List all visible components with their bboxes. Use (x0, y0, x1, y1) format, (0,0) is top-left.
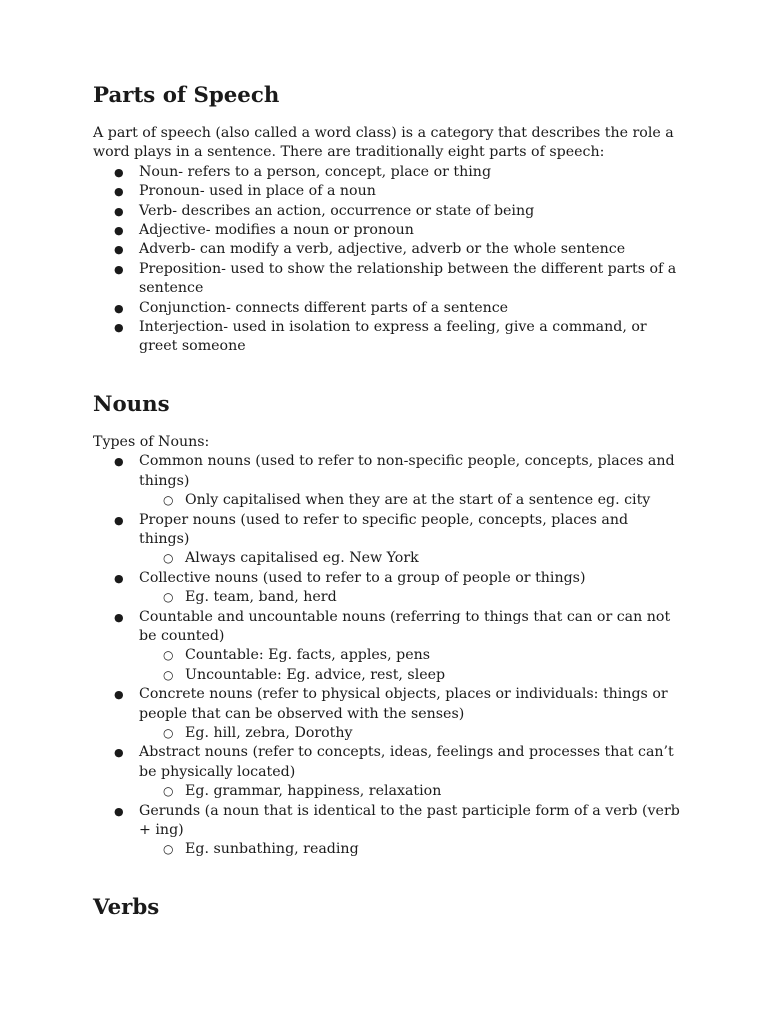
list-item (114, 202, 683, 221)
bullet-icon: ● (114, 746, 124, 760)
bullet-icon: ● (114, 688, 124, 702)
list-item (114, 163, 683, 182)
list-item (114, 608, 683, 686)
hollow-bullet-icon: ○ (163, 784, 174, 799)
sub-list-item-text: Eg. grammar, happiness, relaxation (185, 783, 442, 800)
list-item (114, 802, 683, 860)
hollow-bullet-icon: ○ (163, 590, 174, 605)
nouns-list (93, 452, 683, 860)
list-item (114, 569, 683, 608)
list-item-text: Conjunction- connects different parts of a sentence (139, 299, 509, 316)
list-item-text: Gerunds (a noun that is identical to the past participle form of a verb (verb + ing) (139, 802, 680, 838)
bullet-icon: ● (114, 243, 124, 257)
list-item-text: Collective nouns (used to refer to a group of people or things) (139, 569, 586, 586)
sub-list-item (163, 491, 683, 510)
parts-of-speech-list (93, 163, 683, 357)
sub-list-item-text: Always capitalised eg. New York (185, 550, 419, 567)
list-item-text: Noun- refers to a person, concept, place or thing (139, 163, 492, 180)
bullet-icon: ● (114, 321, 124, 335)
hollow-bullet-icon: ○ (163, 842, 174, 857)
sub-list-item-text: Only capitalised when they are at the start of a sentence eg. city (185, 492, 651, 509)
bullet-icon: ● (114, 513, 124, 527)
bullet-icon: ● (114, 262, 124, 276)
list-item-text: Preposition- used to show the relationship between the different parts of a sentence (139, 260, 677, 297)
bullet-icon: ● (114, 610, 124, 624)
list-item (114, 685, 683, 743)
list-item (114, 260, 683, 299)
sub-list (139, 646, 683, 685)
list-item-text: Concrete nouns (refer to physical objects, places or individuals: things or people that can be observed with the senses) (139, 686, 668, 722)
list-item (114, 318, 683, 357)
sub-list (139, 549, 683, 568)
bullet-icon: ● (114, 804, 124, 818)
sub-list-item (163, 666, 683, 685)
bullet-icon: ● (114, 455, 124, 469)
bullet-icon: ● (114, 224, 124, 238)
list-item-text: Interjection- used in isolation to express a feeling, give a command, or greet someone (139, 319, 647, 355)
document-page (93, 83, 683, 920)
bullet-icon: ● (114, 301, 124, 315)
bullet-icon: ● (114, 571, 124, 585)
list-item-text: Proper nouns (used to refer to specific people, concepts, places and things) (139, 511, 629, 547)
list-item-text: Countable and uncountable nouns (referring to things that can or can not be counted) (139, 608, 671, 644)
list-item (114, 452, 683, 510)
list-item-text: Adverb- can modify a verb, adjective, adverb or the whole sentence (139, 241, 626, 258)
list-item (114, 221, 683, 240)
sub-list-item-text: Countable: Eg. facts, apples, pens (185, 647, 431, 664)
sub-list-item (163, 549, 683, 568)
bullet-icon: ● (114, 204, 124, 218)
hollow-bullet-icon: ○ (163, 493, 174, 508)
nouns-intro: Types of Nouns: (93, 433, 210, 450)
sub-list (139, 491, 683, 510)
hollow-bullet-icon: ○ (163, 667, 174, 682)
sub-list (139, 840, 683, 859)
list-item (114, 240, 683, 259)
list-item-text: Verb- describes an action, occurrence or state of being (139, 202, 535, 219)
parts-of-speech-intro: A part of speech (also called a word class) is a category that describes the role a word plays in a sentence. There are traditionally eight parts of speech: (93, 125, 674, 161)
hollow-bullet-icon: ○ (163, 648, 174, 663)
bullet-icon: ● (114, 185, 124, 199)
list-item (114, 743, 683, 801)
list-item-text: Pronoun- used in place of a noun (139, 183, 376, 200)
sub-list-item (163, 646, 683, 665)
list-item (114, 182, 683, 201)
sub-list-item (163, 724, 683, 743)
section-heading-verbs: Verbs (93, 894, 160, 920)
sub-list-item (163, 840, 683, 859)
hollow-bullet-icon: ○ (163, 551, 174, 566)
sub-list-item-text: Eg. sunbathing, reading (185, 841, 359, 858)
sub-list-item-text: Uncountable: Eg. advice, rest, sleep (185, 666, 446, 683)
sub-list (139, 588, 683, 607)
sub-list (139, 724, 683, 743)
list-item (114, 511, 683, 569)
hollow-bullet-icon: ○ (163, 725, 174, 740)
list-item (114, 299, 683, 318)
sub-list-item (163, 782, 683, 801)
sub-list-item-text: Eg. hill, zebra, Dorothy (185, 724, 353, 741)
sub-list-item (163, 588, 683, 607)
section-heading-nouns: Nouns (93, 391, 170, 417)
list-item-text: Common nouns (used to refer to non-specific people, concepts, places and things) (139, 453, 675, 489)
list-item-text: Adjective- modifies a noun or pronoun (139, 222, 414, 239)
sub-list-item-text: Eg. team, band, herd (185, 589, 337, 606)
bullet-icon: ● (114, 165, 124, 179)
sub-list (139, 782, 683, 801)
section-heading-parts-of-speech: Parts of Speech (93, 83, 280, 108)
list-item-text: Abstract nouns (refer to concepts, ideas, feelings and processes that can’t be physically located) (139, 744, 674, 780)
